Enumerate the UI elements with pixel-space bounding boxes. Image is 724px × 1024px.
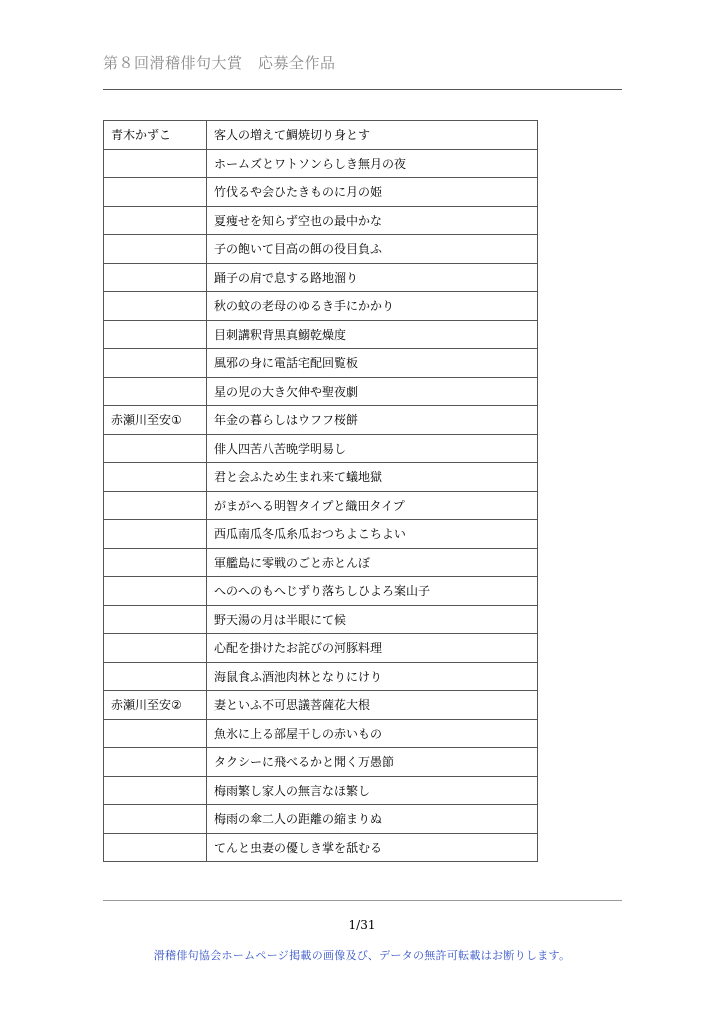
table-row <box>104 805 538 834</box>
haiku-cell: 踊子の肩で息する路地溜り <box>207 263 538 292</box>
table-row <box>104 263 538 292</box>
haiku-cell: 俳人四苦八苦晩学明易し <box>207 434 538 463</box>
author-cell <box>104 520 207 549</box>
author-cell <box>104 548 207 577</box>
haiku-cell: 野天湯の月は半眼にて候 <box>207 605 538 634</box>
header-divider <box>103 89 622 90</box>
author-cell <box>104 634 207 663</box>
author-cell <box>104 292 207 321</box>
haiku-cell: 魚氷に上る部屋干しの赤いもの <box>207 719 538 748</box>
haiku-cell: がまがへる明智タイプと織田タイプ <box>207 491 538 520</box>
table-row <box>104 377 538 406</box>
page-number: 1/31 <box>348 918 376 932</box>
table-row <box>104 121 538 150</box>
table-row <box>104 463 538 492</box>
author-cell: 青木かずこ <box>104 121 207 150</box>
author-cell <box>104 434 207 463</box>
author-cell <box>104 491 207 520</box>
table-row <box>104 320 538 349</box>
author-cell <box>104 235 207 264</box>
haiku-cell: タクシーに飛べるかと聞く万愚節 <box>207 748 538 777</box>
table-row <box>104 149 538 178</box>
table-row <box>104 719 538 748</box>
table-row <box>104 349 538 378</box>
author-cell <box>104 662 207 691</box>
author-cell <box>104 263 207 292</box>
table-row <box>104 406 538 435</box>
author-cell <box>104 178 207 207</box>
author-cell <box>104 463 207 492</box>
haiku-cell: てんと虫妻の優しき掌を舐むる <box>207 833 538 862</box>
table-row <box>104 178 538 207</box>
haiku-cell: 客人の増えて鯛焼切り身とす <box>207 121 538 150</box>
page-header-title: 第８回滑稽俳句大賞 応募全作品 <box>103 54 336 72</box>
footer-divider <box>103 900 622 901</box>
author-cell <box>104 719 207 748</box>
table-row <box>104 662 538 691</box>
haiku-cell: 星の児の大き欠伸や聖夜劇 <box>207 377 538 406</box>
table-row <box>104 833 538 862</box>
haiku-cell: 竹伐るや会ひたきものに月の姫 <box>207 178 538 207</box>
table-row <box>104 235 538 264</box>
haiku-cell: 子の飽いて目高の餌の役目負ふ <box>207 235 538 264</box>
table-row <box>104 491 538 520</box>
haiku-cell: 秋の蚊の老母のゆるき手にかかり <box>207 292 538 321</box>
table-row <box>104 292 538 321</box>
haiku-cell: 年金の暮らしはウフフ桜餅 <box>207 406 538 435</box>
haiku-cell: ホームズとワトソンらしき無月の夜 <box>207 149 538 178</box>
haiku-cell: 風邪の身に電話宅配回覧板 <box>207 349 538 378</box>
author-cell <box>104 833 207 862</box>
table-row <box>104 577 538 606</box>
table-row <box>104 776 538 805</box>
haiku-cell: へのへのもへじずり落ちしひよろ案山子 <box>207 577 538 606</box>
table-row <box>104 206 538 235</box>
haiku-cell: 海鼠食ふ酒池肉林となりにけり <box>207 662 538 691</box>
haiku-cell: 軍艦島に零戦のごと赤とんぼ <box>207 548 538 577</box>
haiku-cell: 目刺講釈背黒真鰯乾燥度 <box>207 320 538 349</box>
haiku-cell: 妻といふ不可思議菩薩花大根 <box>207 691 538 720</box>
author-cell <box>104 320 207 349</box>
haiku-cell: 君と会ふため生まれ来て蟻地獄 <box>207 463 538 492</box>
table-row <box>104 691 538 720</box>
table-row <box>104 748 538 777</box>
author-cell: 赤瀬川至安② <box>104 691 207 720</box>
copyright-notice: 滑稽俳句協会ホームページ掲載の画像及び、データの無許可転載はお断りします。 <box>153 949 571 962</box>
author-cell <box>104 605 207 634</box>
author-cell <box>104 805 207 834</box>
haiku-cell: 梅雨繁し家人の無言なほ繁し <box>207 776 538 805</box>
author-cell <box>104 776 207 805</box>
haiku-cell: 心配を掛けたお詫びの河豚料理 <box>207 634 538 663</box>
haiku-cell: 梅雨の傘二人の距離の縮まりぬ <box>207 805 538 834</box>
table-row <box>104 434 538 463</box>
author-cell <box>104 206 207 235</box>
table-row <box>104 634 538 663</box>
author-cell <box>104 577 207 606</box>
author-cell <box>104 349 207 378</box>
haiku-table <box>103 120 538 862</box>
author-cell <box>104 748 207 777</box>
author-cell: 赤瀬川至安① <box>104 406 207 435</box>
table-row <box>104 548 538 577</box>
author-cell <box>104 377 207 406</box>
author-cell <box>104 149 207 178</box>
haiku-cell: 夏痩せを知らず空也の最中かな <box>207 206 538 235</box>
table-row <box>104 605 538 634</box>
haiku-cell: 西瓜南瓜冬瓜糸瓜おつちよこちよい <box>207 520 538 549</box>
table-row <box>104 520 538 549</box>
